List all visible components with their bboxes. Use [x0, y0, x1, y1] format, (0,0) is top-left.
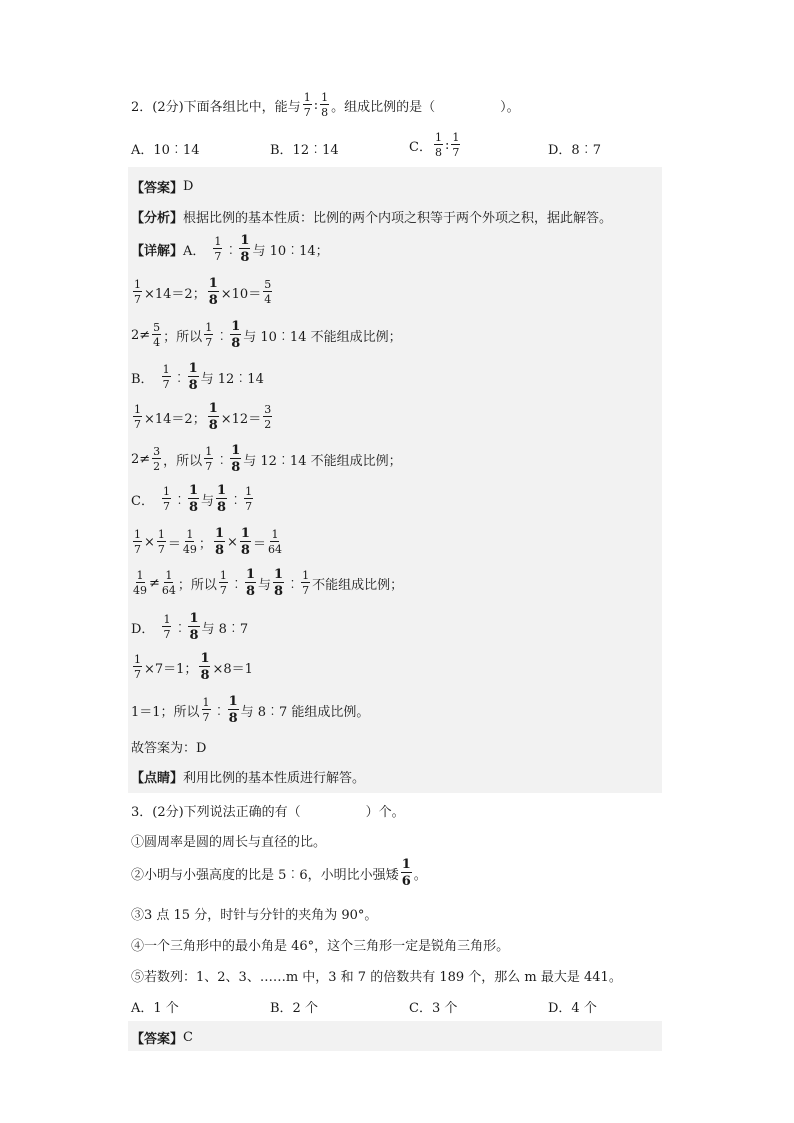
q3-option-d: D．4 个	[548, 1001, 597, 1016]
q2-detail-a2: $\frac{1}{7}$ ×14＝2； $\frac{1}{8}$ ×10＝ $\frac{5}{4}$	[134, 276, 272, 308]
fraction: $\frac{1}{8}$	[321, 91, 329, 119]
q3-stem: 3．(2分)下列说法正确的有（ ）个。	[131, 805, 405, 820]
answer-shade-q3	[128, 1021, 662, 1051]
q2-option-c: C． $\frac{1}{8}$ : $\frac{1}{7}$	[409, 131, 460, 159]
q2-stem: 2．(2分)下面各组比中，能与 $\frac{1}{7}$ : $\frac{1}{8}$ 。组成比例的是（ ）。	[131, 91, 520, 119]
q3-statement-2: ②小明与小强高度的比是 5︰6，小明比小强矮 $\frac{1}{6}$ 。	[131, 857, 427, 889]
q2-comment: 【点睛】 利用比例的基本性质进行解答。	[131, 771, 366, 786]
fraction: $\frac{1}{7}$	[303, 91, 311, 119]
q2-answer: 【答案】 D	[131, 179, 194, 196]
q2-detail-b: B． $\frac{1}{7}$ ︰ $\frac{1}{8}$ 与 12︰14	[131, 361, 264, 393]
q2-option-d: D．8︰7	[548, 143, 601, 158]
q2-option-b: B．12︰14	[270, 143, 339, 158]
q2-detail-c3: $\frac{1}{49}$ ≠ $\frac{1}{64}$ ；所以 $\frac{1}{7}$ ︰ $\frac{1}{8}$ 与 $\frac{1}{8}$ ︰ $\frac{1}{7}$ 不能组成比例；	[133, 567, 404, 599]
q2-detail-a3: 2≠ $\frac{5}{4}$ ；所以 $\frac{1}{7}$ ︰ $\frac{1}{8}$ 与 10︰14 不能组成比例；	[131, 319, 402, 351]
q2-detail-c2: $\frac{1}{7}$ × $\frac{1}{7}$ ＝ $\frac{1}{49}$ ； $\frac{1}{8}$ × $\frac{1}{8}$ ＝ $\frac{1}{64}$	[134, 526, 282, 558]
q3-statement-5: ⑤若数列：1、2、3、……m 中，3 和 7 的倍数共有 189 个，那么 m 最大是 441。	[131, 970, 622, 985]
q2-analysis: 【分析】 根据比例的基本性质：比例的两个内项之积等于两个外项之积，据此解答。	[131, 211, 613, 226]
q3-option-a: A．1 个	[131, 1001, 179, 1016]
q2-detail-a: 【详解】 A． $\frac{1}{7}$ ︰ $\frac{1}{8}$ 与 10︰14；	[131, 233, 329, 265]
q2-detail-b2: $\frac{1}{7}$ ×14＝2； $\frac{1}{8}$ ×12＝ $\frac{3}{2}$	[134, 401, 272, 433]
q3-option-c: C．3 个	[409, 1001, 458, 1016]
q2-detail-d3: 1＝1；所以 $\frac{1}{7}$ ︰ $\frac{1}{8}$ 与 8︰7 能组成比例。	[131, 694, 370, 726]
q3-statement-4: ④一个三角形中的最小角是 46°，这个三角形一定是锐角三角形。	[131, 939, 510, 954]
q2-detail-b3: 2≠ $\frac{3}{2}$ ，所以 $\frac{1}{7}$ ︰ $\frac{1}{8}$ 与 12︰14 不能组成比例；	[131, 443, 402, 475]
q2-option-a: A．10︰14	[131, 143, 200, 158]
q2-final: 故答案为：D	[131, 741, 207, 756]
q2-detail-c: C． $\frac{1}{7}$ ︰ $\frac{1}{8}$ 与 $\frac{1}{8}$ ︰ $\frac{1}{7}$	[131, 483, 253, 515]
q3-option-b: B．2 个	[270, 1001, 318, 1016]
q2-detail-d2: $\frac{1}{7}$ ×7＝1； $\frac{1}{8}$ ×8＝1	[134, 651, 253, 683]
q3-statement-3: ③3 点 15 分，时针与分针的夹角为 90°。	[131, 908, 378, 923]
q3-statement-1: ①圆周率是圆的周长与直径的比。	[131, 835, 327, 850]
q2-detail-d: D． $\frac{1}{7}$ ︰ $\frac{1}{8}$ 与 8︰7	[131, 611, 249, 643]
q3-answer: 【答案】 C	[131, 1030, 193, 1047]
